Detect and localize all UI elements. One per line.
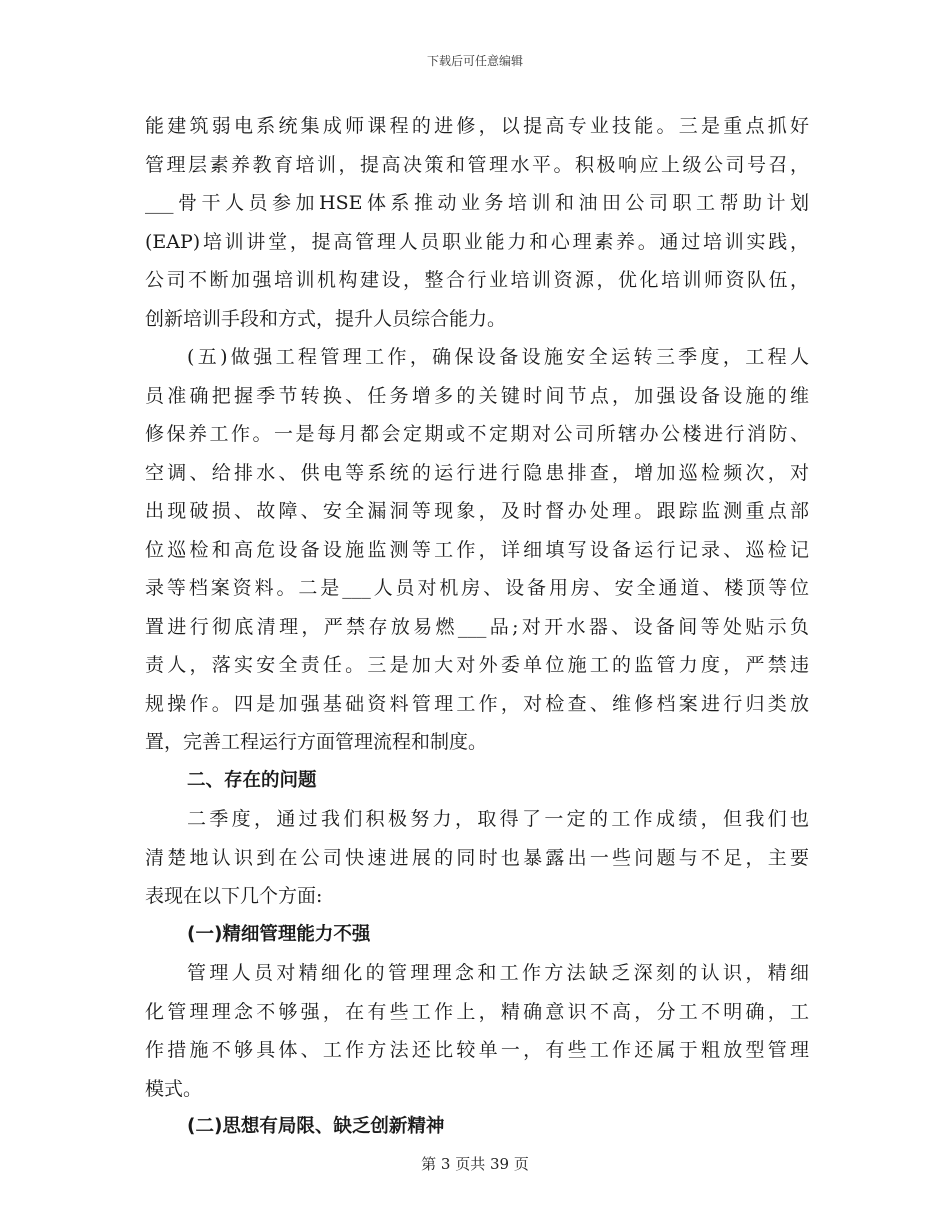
text-line: 员准确把握季节转换、任务增多的关键时间节点，加强设备设施的维 <box>145 384 809 407</box>
text-line: 创新培训手段和方式，提升人员综合能力。 <box>145 307 507 330</box>
text-line: 位巡检和高危设备设施监测等工作，详细填写设备运行记录、巡检记 <box>145 538 809 561</box>
document-body <box>145 107 809 1147</box>
text-line: 出现破损、故障、安全漏洞等现象，及时督办处理。跟踪监测重点部 <box>145 500 809 522</box>
paragraph-start-line: 管理人员对精细化的管理理念和工作方法缺乏深刻的认识，精细 <box>187 962 809 984</box>
text-line: 表现在以下几个方面: <box>145 885 323 907</box>
page-header-note: 下载后可任意编辑 <box>426 54 523 68</box>
paragraph-start-line: 二季度，通过我们积极努力，取得了一定的工作成绩，但我们也 <box>187 808 809 830</box>
text-line: 公司不断加强培训机构建设，整合行业培训资源，优化培训师资队伍， <box>145 269 809 291</box>
text-line: 模式。 <box>145 1077 203 1100</box>
page-number: 第 3 页共 39 页 <box>421 1155 529 1173</box>
text-line: 清楚地认识到在公司快速进展的同时也暴露出一些问题与不足，主要 <box>145 846 809 869</box>
text-line: 修保养工作。一是每月都会定期或不定期对公司所辖办公楼进行消防、 <box>145 423 809 445</box>
paragraph-start-line: (五)做强工程管理工作，确保设备设施安全运转三季度，工程人 <box>187 346 809 368</box>
text-line: 置进行彻底清理，严禁存放易燃___品;对开水器、设备间等处贴示负 <box>145 615 809 638</box>
text-line: 规操作。四是加强基础资料管理工作，对检查、维修档案进行归类放 <box>145 692 809 715</box>
text-line: 能建筑弱电系统集成师课程的进修，以提高专业技能。三是重点抓好 <box>145 115 809 137</box>
text-line: 录等档案资料。二是___人员对机房、设备用房、安全通道、楼顶等位 <box>145 577 809 599</box>
subsection-heading: (二)思想有局限、缺乏创新精神 <box>187 1116 445 1137</box>
text-line: 作措施不够具体、工作方法还比较单一，有些工作还属于粗放型管理 <box>145 1039 809 1061</box>
text-line: ___骨干人员参加HSE体系推动业务培训和油田公司职工帮助计划 <box>145 192 809 214</box>
text-line: 化管理理念不够强，在有些工作上，精确意识不高，分工不明确，工 <box>145 1000 809 1023</box>
text-line: 责人，落实安全责任。三是加大对外委单位施工的监管力度，严禁违 <box>145 654 809 676</box>
text-line: 空调、给排水、供电等系统的运行进行隐患排查，增加巡检频次，对 <box>145 461 809 484</box>
text-line: 置，完善工程运行方面管理流程和制度。 <box>145 731 488 753</box>
section-heading: 二、存在的问题 <box>187 769 317 791</box>
subsection-heading: (一)精细管理能力不强 <box>187 923 371 945</box>
text-line: 管理层素养教育培训，提高决策和管理水平。积极响应上级公司号召， <box>145 153 809 176</box>
text-line: (EAP)培训讲堂，提高管理人员职业能力和心理素养。通过培训实践， <box>145 230 809 253</box>
